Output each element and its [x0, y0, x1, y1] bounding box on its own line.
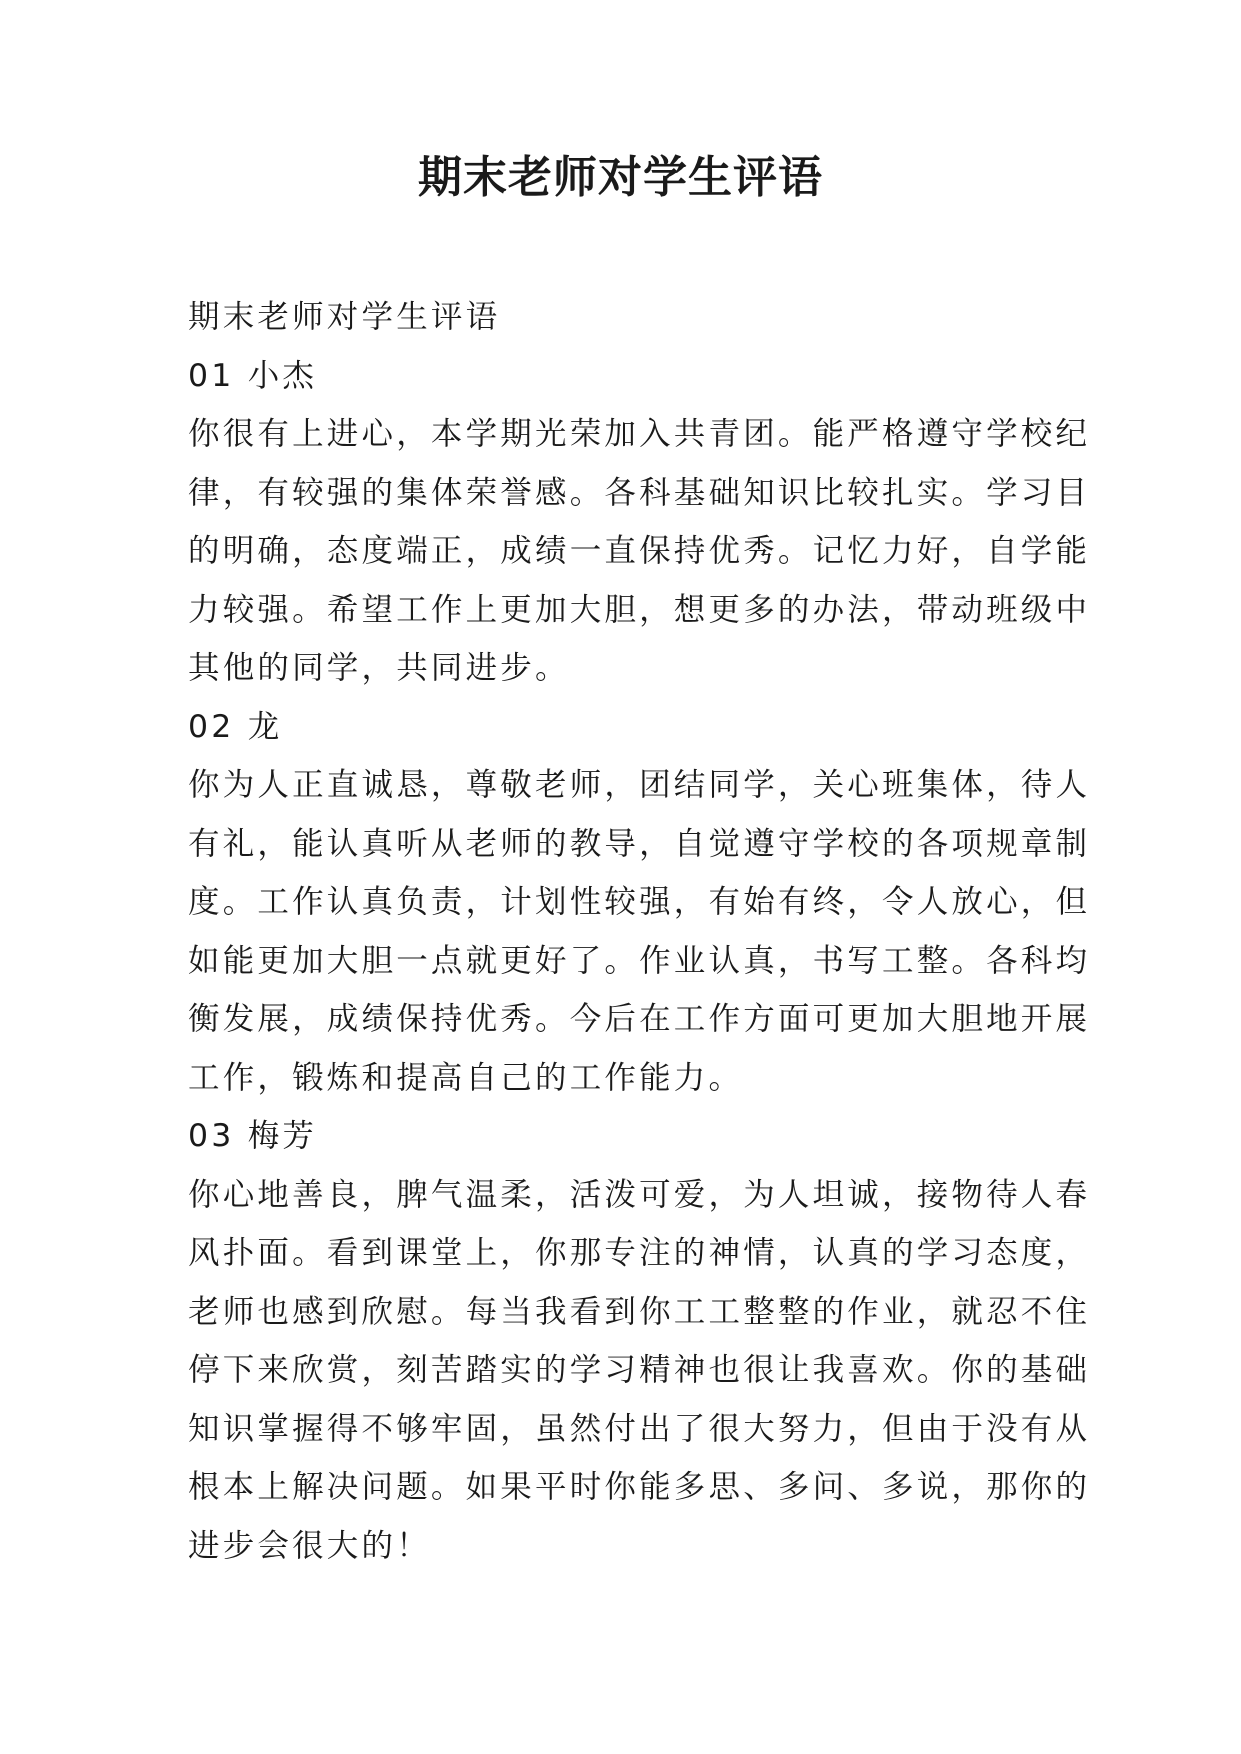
- paragraph-line: 力较强。希望工作上更加大胆，想更多的办法，带动班级中: [188, 591, 1091, 628]
- paragraph-line: 其他的同学，共同进步。: [188, 650, 570, 686]
- paragraph-line: 如能更加大胆一点就更好了。作业认真，书写工整。各科均: [188, 942, 1091, 979]
- paragraph-line: 工作，锻炼和提高自己的工作能力。: [188, 1059, 744, 1096]
- paragraph-line: 你为人正直诚恳，尊敬老师，团结同学，关心班集体，待人: [188, 767, 1091, 803]
- paragraph-line: 你很有上进心，本学期光荣加入共青团。能严格遵守学校纪: [188, 416, 1091, 452]
- section-heading-03: 03 梅芳: [188, 1118, 318, 1154]
- document-body: [188, 288, 1091, 1575]
- paragraph-line: 度。工作认真负责，计划性较强，有始有终，令人放心，但: [188, 884, 1091, 920]
- paragraph-line: 风扑面。看到课堂上，你那专注的神情，认真的学习态度，: [188, 1235, 1091, 1271]
- subtitle-line: 期末老师对学生评语: [188, 299, 501, 335]
- paragraph-line: 你心地善良，脾气温柔，活泼可爱，为人坦诚，接物待人春: [188, 1176, 1091, 1213]
- section-heading-01: 01 小杰: [188, 357, 318, 394]
- paragraph-line: 停下来欣赏，刻苦踏实的学习精神也很让我喜欢。你的基础: [188, 1352, 1091, 1388]
- section-heading-02: 02 龙: [188, 708, 283, 745]
- paragraph-line: 律，有较强的集体荣誉感。各科基础知识比较扎实。学习目: [188, 474, 1091, 511]
- paragraph-line: 的明确，态度端正，成绩一直保持优秀。记忆力好，自学能: [188, 533, 1091, 569]
- paragraph-line: 进步会很大的！: [188, 1527, 431, 1564]
- paragraph-line: 有礼，能认真听从老师的教导，自觉遵守学校的各项规章制: [188, 825, 1091, 862]
- paragraph-line: 衡发展，成绩保持优秀。今后在工作方面可更加大胆地开展: [188, 1001, 1091, 1037]
- paragraph-line: 根本上解决问题。如果平时你能多思、多问、多说，那你的: [188, 1469, 1091, 1505]
- paragraph-line: 知识掌握得不够牢固，虽然付出了很大努力，但由于没有从: [188, 1410, 1091, 1447]
- document-title: 期末老师对学生评语: [418, 152, 823, 203]
- paragraph-line: 老师也感到欣慰。每当我看到你工工整整的作业，就忍不住: [188, 1293, 1091, 1330]
